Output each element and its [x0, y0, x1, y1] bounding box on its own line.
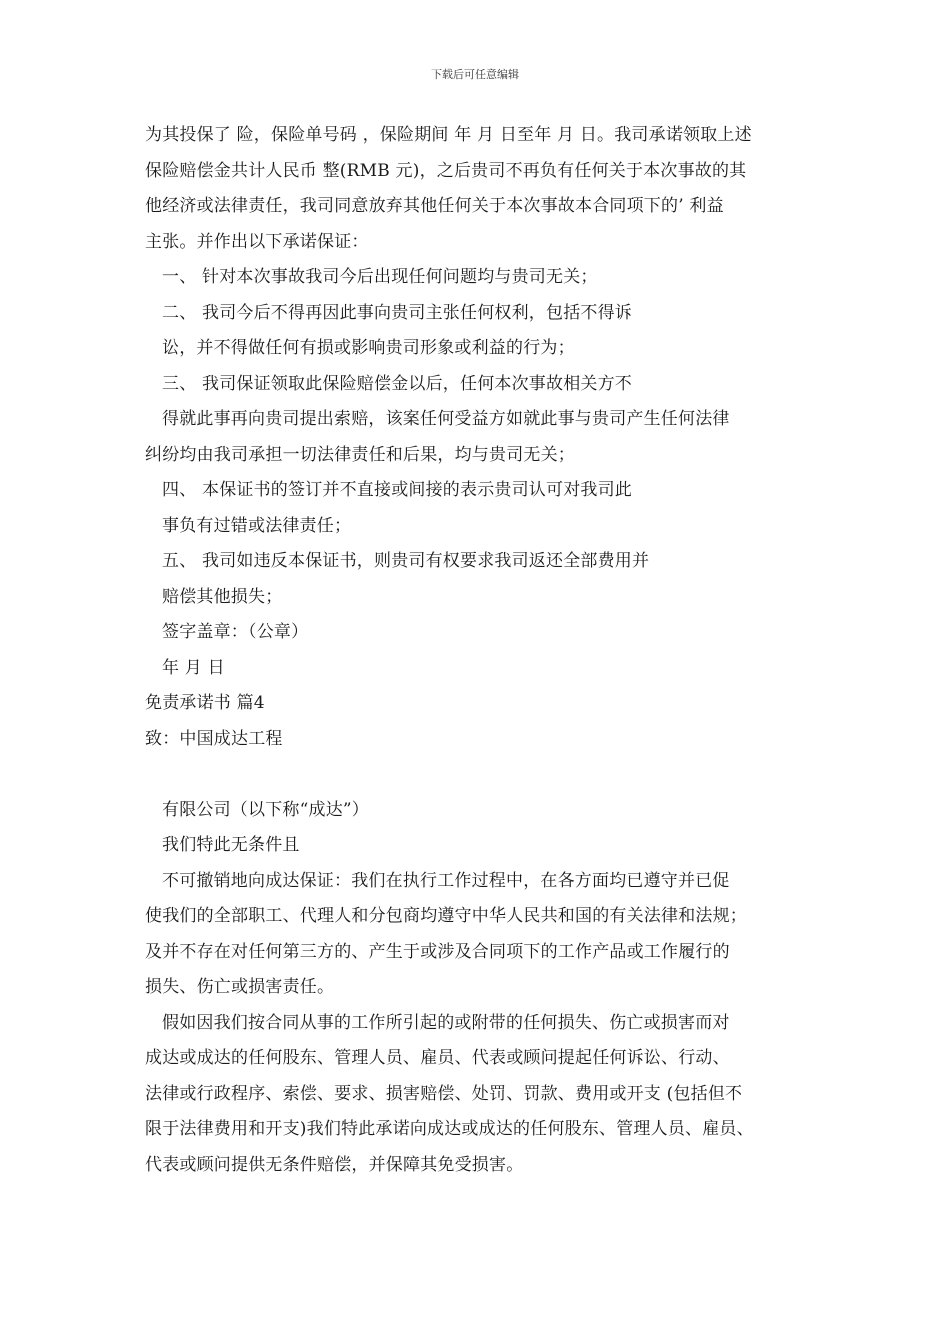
body-line: 一、 针对本次事故我司今后出现任何问题均与贵司无关； — [162, 267, 598, 287]
body-line: 赔偿其他损失； — [162, 587, 283, 607]
body-line: 纠纷均由我司承担一切法律责任和后果，均与贵司无关； — [145, 445, 575, 465]
body-line: 致：中国成达工程 — [145, 729, 283, 749]
body-line: 事负有过错或法律责任； — [162, 516, 352, 536]
body-line: 二、 我司今后不得再因此事向贵司主张任何权利，包括不得诉 — [162, 303, 633, 323]
section-heading: 免责承诺书 篇4 — [145, 693, 265, 713]
body-line: 保险赔偿金共计人民币 整(RMB 元)，之后贵司不再负有任何关于本次事故的其 — [145, 161, 747, 181]
body-line: 及并不存在对任何第三方的、产生于或涉及合同项下的工作产品或工作履行的 — [145, 942, 730, 962]
page-header: 下载后可任意编辑 — [431, 68, 519, 81]
body-line: 代表或顾问提供无条件赔偿，并保障其免受损害。 — [145, 1155, 524, 1175]
body-line: 主张。并作出以下承诺保证： — [145, 232, 369, 252]
body-line: 假如因我们按合同从事的工作所引起的或附带的任何损失、伤亡或损害而对 — [162, 1013, 730, 1033]
body-line: 签字盖章：（公章） — [162, 622, 309, 642]
body-line: 五、 我司如违反本保证书，则贵司有权要求我司返还全部费用并 — [162, 551, 650, 571]
body-line: 讼，并不得做任何有损或影响贵司形象或利益的行为； — [162, 338, 575, 358]
body-line: 限于法律费用和开支)我们特此承诺向成达或成达的任何股东、管理人员、雇员、 — [145, 1119, 754, 1139]
body-line: 我们特此无条件且 — [162, 835, 300, 855]
body-line: 损失、伤亡或损害责任。 — [145, 977, 335, 997]
body-line: 法律或行政程序、索偿、要求、损害赔偿、处罚、罚款、费用或开支 (包括但不 — [145, 1084, 743, 1104]
body-line: 四、 本保证书的签订并不直接或间接的表示贵司认可对我司此 — [162, 480, 633, 500]
body-line: 不可撤销地向成达保证：我们在执行工作过程中，在各方面均已遵守并已促 — [162, 871, 730, 891]
body-line: 三、 我司保证领取此保险赔偿金以后，任何本次事故相关方不 — [162, 374, 633, 394]
body-line: 他经济或法律责任，我司同意放弃其他任何关于本次事故本合同项下的’ 利益 — [145, 196, 724, 216]
body-line: 年 月 日 — [162, 658, 225, 678]
body-line: 有限公司（以下称“成达”） — [162, 800, 369, 820]
body-line: 使我们的全部职工、代理人和分包商均遵守中华人民共和国的有关法律和法规； — [145, 906, 747, 926]
body-line: 得就此事再向贵司提出索赔，该案任何受益方如就此事与贵司产生任何法律 — [162, 409, 730, 429]
body-line: 为其投保了 险，保险单号码 ，保险期间 年 月 日至年 月 日。我司承诺领取上述 — [145, 125, 752, 145]
body-line: 成达或成达的任何股东、管理人员、雇员、代表或顾问提起任何诉讼、行动、 — [145, 1048, 730, 1068]
